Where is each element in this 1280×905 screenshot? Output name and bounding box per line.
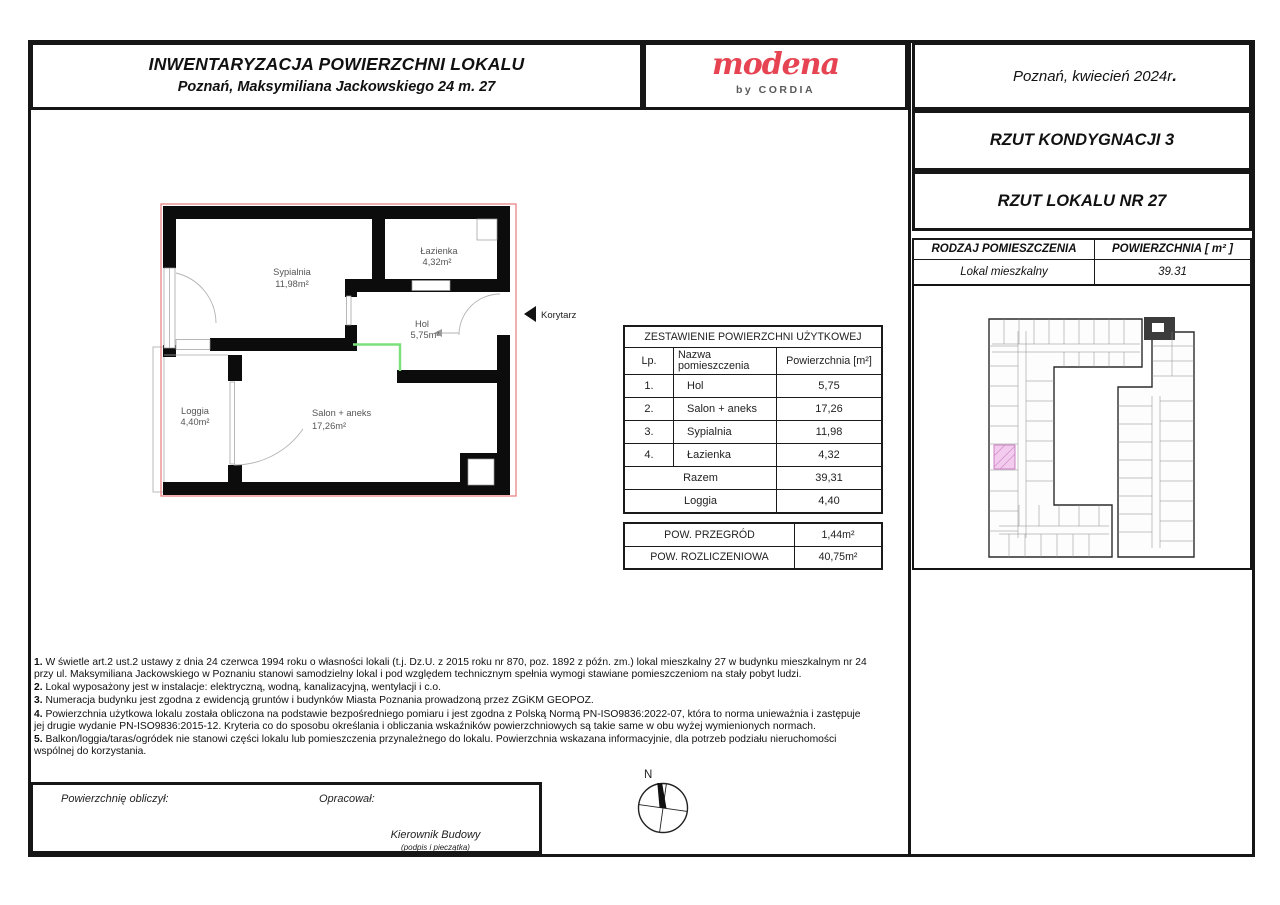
- table-row: 3. Sypialnia 11,98: [625, 421, 881, 444]
- building-overview-plan: [914, 286, 1249, 566]
- type-table-row-value: 39.31: [1158, 266, 1187, 278]
- date-text: Poznań, kwiecień 2024r: [1013, 68, 1173, 85]
- room-area-sypialnia: 11,98m²: [275, 279, 309, 289]
- type-table-header-kind: RODZAJ POMIESZCZENIA: [914, 240, 1095, 260]
- room-area-loggia: 4,40m²: [180, 417, 210, 427]
- unit-title: RZUT LOKALU NR 27: [997, 192, 1167, 210]
- building-outline: [989, 319, 1194, 557]
- logo-box: [643, 42, 908, 110]
- area-table-title: ZESTAWIENIE POWIERZCHNI UŻYTKOWEJ: [625, 327, 881, 348]
- highlighted-unit-27: [994, 445, 1015, 469]
- room-label-hol: Hol: [415, 319, 429, 329]
- summary-value: 40,75m²: [818, 551, 858, 564]
- area-table-col-name: Nazwa pomieszczenia: [674, 348, 777, 375]
- korytarz-arrow-icon: [524, 306, 536, 322]
- room-label-sypialnia: Sypialnia: [273, 267, 311, 277]
- stamp-note-label: (podpis i pieczątka): [401, 843, 470, 852]
- table-row: 2. Salon + aneks 17,26: [625, 398, 881, 421]
- type-table-row-label: Lokal mieszkalny: [914, 260, 1095, 284]
- area-table-col-lp: Lp.: [625, 348, 674, 375]
- calculated-by-label: Powierzchnię obliczył:: [61, 793, 169, 805]
- type-table-header-area: POWIERZCHNIA [ m² ]: [1095, 240, 1250, 260]
- room-area-lazienka: 4,32m²: [422, 257, 452, 267]
- room-label-salon: Salon + aneks: [312, 408, 372, 418]
- summary-label: POW. PRZEGRÓD: [625, 524, 795, 547]
- table-row: 1. Hol 5,75: [625, 375, 881, 398]
- header-title-box: [30, 42, 643, 110]
- modena-logo: modena: [711, 47, 840, 82]
- room-label-loggia: Loggia: [181, 406, 209, 416]
- floor-title-box: [912, 110, 1252, 171]
- balcony-door-arc: [234, 429, 303, 465]
- north-label: N: [644, 769, 653, 781]
- summary-table: [623, 522, 883, 570]
- column-divider: [908, 40, 911, 857]
- bedroom-door-arc: [176, 273, 216, 323]
- note-4: 4. Powierzchnia użytkowa lokalu została obliczona na podstawie bezpośredniego pomiaru i jest zgodna z Polską Normą PN-ISO9836:2022-07, która to norma unieważnia i zastępuje jej drugie wydanie PN-ISO9836:2015-12. Kryteria co do sposobu określania i obliczania wskaźników powierzchniowych są takie same w obu wyżej wymienionych normach.: [34, 708, 861, 732]
- room-label-lazienka: Łazienka: [420, 246, 458, 256]
- date-period: .: [1172, 66, 1177, 85]
- document-title: INWENTARYZACJA POWIERZCHNI LOKALU: [148, 54, 525, 74]
- area-table: [623, 325, 883, 514]
- date-box: [912, 42, 1252, 110]
- note-3: 3. Numeracja budynku jest zgodna z ewidencją gruntów i budynków Miasta Poznania prowadzoną przez ZGiKM GEOPOZ.: [34, 695, 594, 707]
- table-row-loggia: Loggia 4,40: [625, 490, 881, 512]
- room-type-table: [912, 238, 1252, 286]
- table-row-razem: Razem 39,31: [625, 467, 881, 490]
- site-manager-label: Kierownik Budowy: [390, 829, 481, 841]
- note-1: 1. W świetle art.2 ust.2 ustawy z dnia 24 czerwca 1994 roku o własności lokali (t.j. Dz.U. z 2015 roku nr 870, poz. 1892 z późn. zm.) lokal mieszkalny 27 w budynku mieszkalnym nr 24 przy ul. Maksymiliana Jackowskiego w Poznaniu stanowi samodzielny lokal i pod względem technicznym spełnia wymogi stawiane pomieszczeniom na stały pobyt ludzi.: [34, 657, 867, 681]
- area-table-col-area: Powierzchnia [m²]: [777, 348, 881, 375]
- document-subtitle: Poznań, Maksymiliana Jackowskiego 24 m. 27: [177, 79, 496, 95]
- loggia-outer-line: [153, 347, 164, 492]
- table-row: 4. Łazienka 4,32: [625, 444, 881, 467]
- note-5: 5. Balkon/loggia/taras/ogródek nie stanowi części lokalu lub pomieszczenia przynależnego do lokalu. Powierzchnia wskazana informacyjnie, dla potrzeb podziału nieruchomości wspólnej do korzystania.: [34, 733, 837, 757]
- cordia-logo-text: by CORDIA: [735, 84, 816, 96]
- unit-floor-plan: [150, 195, 590, 515]
- green-boundary-marker: [353, 345, 400, 372]
- table-row: [625, 547, 881, 569]
- legal-notes: [34, 657, 872, 759]
- table-row: [625, 524, 881, 547]
- signature-box: [30, 782, 542, 854]
- walls: [163, 206, 510, 495]
- room-area-salon: 17,26m²: [312, 421, 347, 431]
- unit-title-box: [912, 171, 1252, 231]
- prepared-by-label: Opracował:: [319, 793, 375, 805]
- entrance-door-arc: [459, 294, 500, 335]
- note-2: 2. Lokal wyposażony jest w instalacje: elektryczną, wodną, kanalizacyjną, wentylacji i c.o.: [34, 682, 441, 694]
- compass-rose: [613, 762, 713, 862]
- summary-value: 1,44m²: [795, 524, 881, 547]
- room-area-hol: 5,75m²: [410, 330, 440, 340]
- floor-title: RZUT KONDYGNACJI 3: [989, 131, 1175, 149]
- building-overview-box: [912, 284, 1252, 570]
- summary-label: POW. ROZLICZENIOWA: [625, 547, 795, 569]
- korytarz-label: Korytarz: [541, 310, 577, 321]
